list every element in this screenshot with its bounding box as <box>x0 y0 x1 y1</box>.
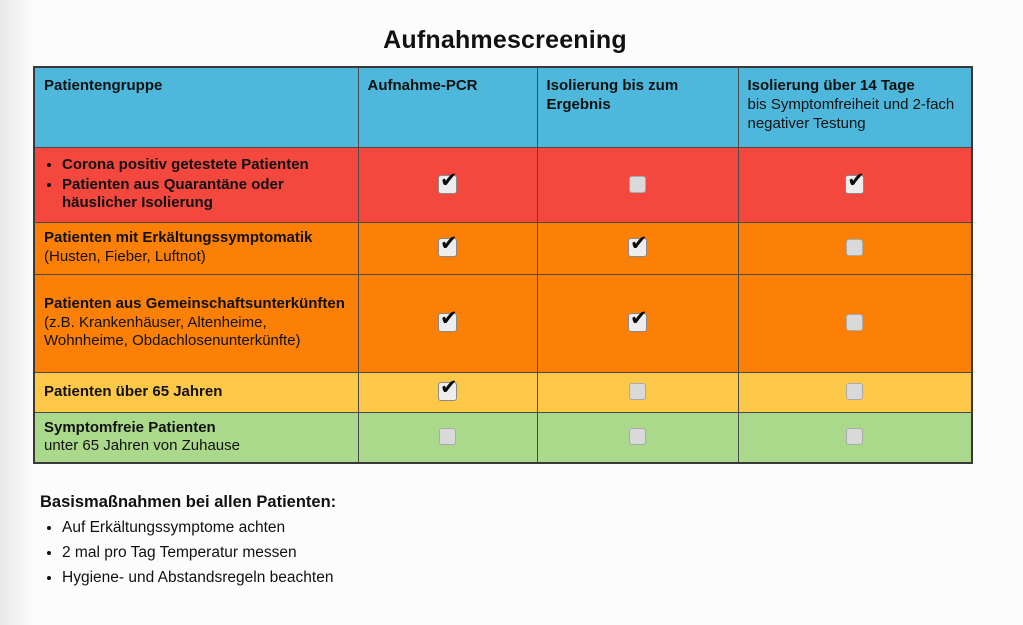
cell-aufnahme-pcr <box>358 412 537 463</box>
header-label: Patientengruppe <box>44 77 163 94</box>
basic-measure-item: • Auf Erkältungssymptome achten <box>62 519 1023 537</box>
cell-isolierung-14-tage <box>738 372 972 412</box>
header-label: Aufnahme-PCR <box>367 77 478 94</box>
checkbox[interactable] <box>629 428 646 445</box>
cell-isolierung-ergebnis <box>537 147 738 222</box>
cell-aufnahme-pcr <box>358 222 537 274</box>
cell-isolierung-14-tage <box>738 412 972 463</box>
page-title: Aufnahmescreening <box>383 26 627 54</box>
header-aufnahme-pcr <box>358 67 537 147</box>
cell-isolierung-14-tage <box>738 274 972 372</box>
table-row-corona-positiv <box>34 147 972 222</box>
row-bullet-list <box>44 156 349 213</box>
cell-isolierung-ergebnis <box>537 274 738 372</box>
cell-isolierung-ergebnis <box>537 412 738 463</box>
cell-isolierung-14-tage <box>738 222 972 274</box>
basic-measure-item: • 2 mal pro Tag Temperatur messen <box>62 544 1023 562</box>
checkbox[interactable] <box>438 313 457 332</box>
checkbox[interactable] <box>846 383 863 400</box>
header-label: Isolierung bis zum Ergebnis <box>546 77 679 113</box>
row-title: Patienten über 65 Jahren <box>44 382 223 400</box>
header-isolierung-ergebnis <box>537 67 738 147</box>
checkbox[interactable] <box>846 314 863 331</box>
basic-measures-heading: Basismaßnahmen bei allen Patienten: <box>40 493 337 511</box>
cell-aufnahme-pcr <box>358 274 537 372</box>
basic-measure-item: • Hygiene- und Abstandsregeln beachten <box>62 569 1023 587</box>
header-label-sub: bis Symptomfreiheit und 2-fach negativer Testung <box>747 95 955 132</box>
table-row-erkaeltungssymptomatik <box>34 222 972 274</box>
checkbox[interactable] <box>628 238 647 257</box>
row-label-cell <box>34 222 358 274</box>
checkbox[interactable] <box>439 428 456 445</box>
screening-table <box>33 66 973 464</box>
header-patientengruppe <box>34 67 358 147</box>
checkbox[interactable] <box>845 175 864 194</box>
cell-isolierung-ergebnis <box>537 372 738 412</box>
checkbox[interactable] <box>438 382 457 401</box>
row-label-cell <box>34 412 358 463</box>
row-label-cell <box>34 147 358 222</box>
row-title: Patienten mit Erkältungssymptomatik <box>44 229 313 247</box>
header-isolierung-14-tage <box>738 67 972 147</box>
checkbox[interactable] <box>438 175 457 194</box>
basic-measures-list <box>40 519 1023 587</box>
table-header-row <box>34 67 972 147</box>
table-row-gemeinschaftsunterkuenfte <box>34 274 972 372</box>
table-row-ueber-65 <box>34 372 972 412</box>
cell-isolierung-ergebnis <box>537 222 738 274</box>
checkbox[interactable] <box>438 238 457 257</box>
row-subtitle: (z.B. Krankenhäuser, Altenheime, Wohnheime, Obdachlosenunterkünfte) <box>44 313 301 350</box>
table-row-symptomfrei <box>34 412 972 463</box>
cell-aufnahme-pcr <box>358 147 537 222</box>
cell-aufnahme-pcr <box>358 372 537 412</box>
checkbox[interactable] <box>846 239 863 256</box>
bullet-item: • Corona positiv getestete Patienten <box>62 156 349 175</box>
checkbox[interactable] <box>629 383 646 400</box>
bullet-item: • Patienten aus Quarantäne oder häuslicher Isolierung <box>62 176 349 214</box>
cell-isolierung-14-tage <box>738 147 972 222</box>
row-subtitle: unter 65 Jahren von Zuhause <box>44 437 240 455</box>
page-left-shade <box>0 0 34 625</box>
row-label-cell <box>34 372 358 412</box>
checkbox[interactable] <box>629 176 646 193</box>
row-subtitle: (Husten, Fieber, Luftnot) <box>44 248 206 265</box>
checkbox[interactable] <box>628 313 647 332</box>
header-label-bold: Isolierung über 14 Tage <box>747 77 915 94</box>
row-title: Patienten aus Gemeinschaftsunterkünften <box>44 294 345 312</box>
basic-measures-section <box>40 493 1023 587</box>
checkbox[interactable] <box>846 428 863 445</box>
row-title: Symptomfreie Patienten <box>44 418 216 436</box>
row-label-cell <box>34 274 358 372</box>
